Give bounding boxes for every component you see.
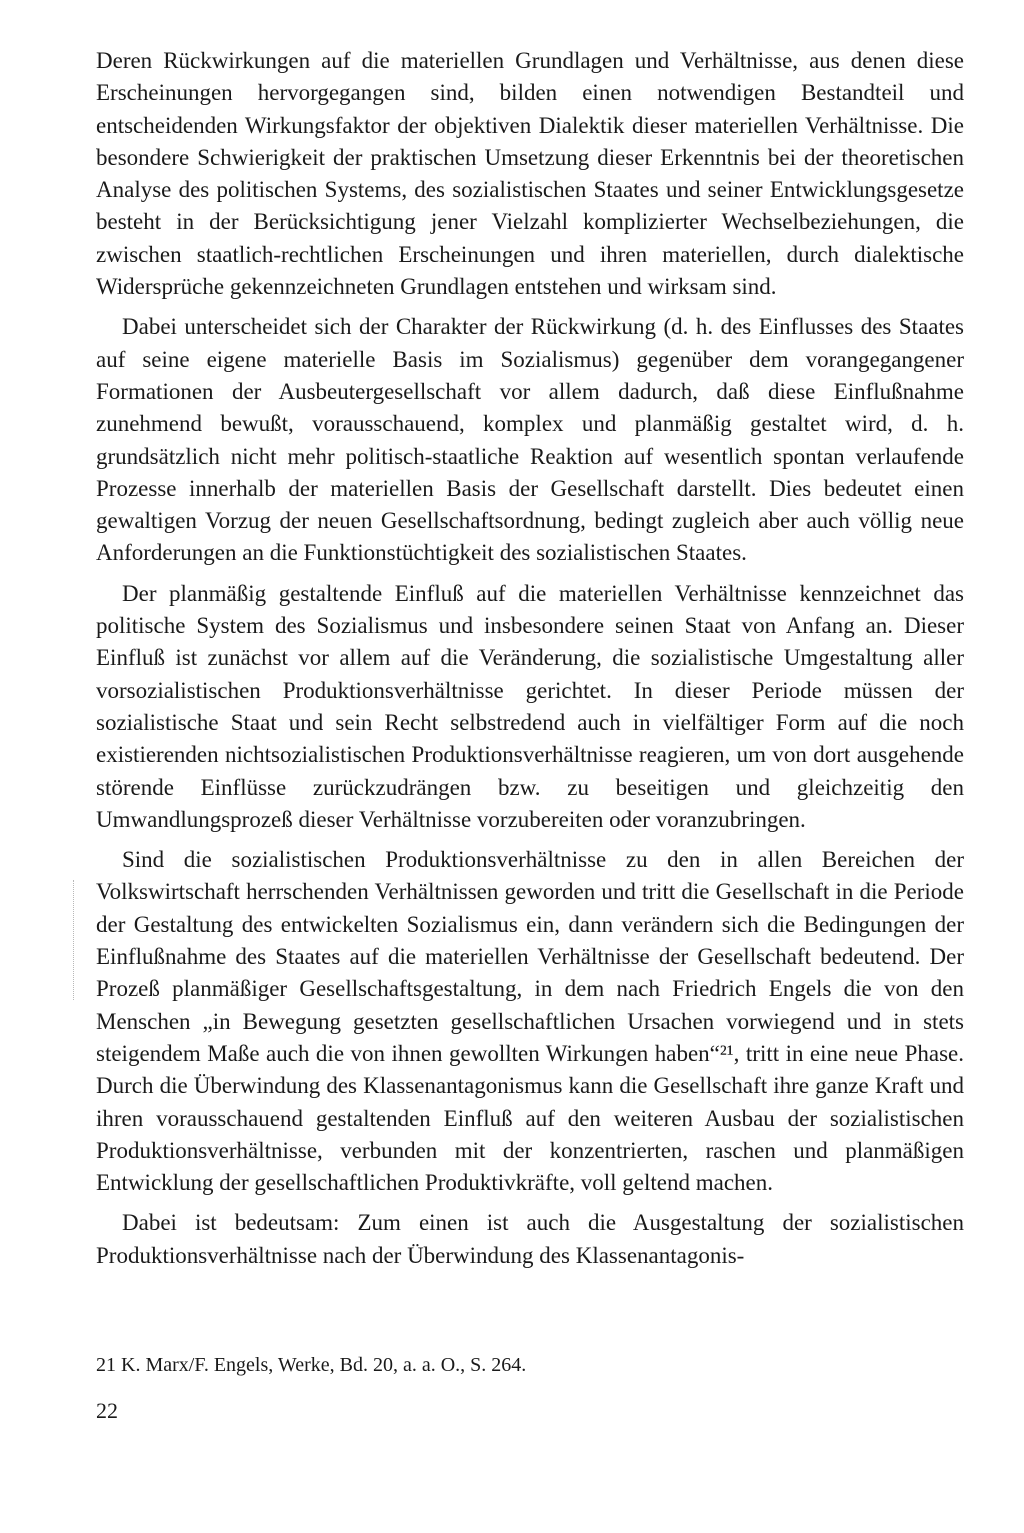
body-text: [96, 45, 964, 1280]
paragraph: Deren Rückwirkungen auf die materiellen Grundlagen und Verhältnisse, aus denen diese Erscheinungen hervorgegangen sind, bilden einen notwendigen Bestandteil und entscheidenden Wirkungsfaktor der objektiven Dialektik dieser materiellen Verhältnisse. Die besondere Schwierigkeit der praktischen Umsetzung dieser Erkenntnis bei der theoretischen Analyse des politischen Systems, des sozialistischen Staates und seiner Entwicklungsgesetze besteht in der Berücksichtigung jener Vielzahl komplizierter Wechselbeziehungen, die zwischen staatlich-rechtlichen Erscheinungen und ihren materiellen, durch dialektische Widersprüche gekennzeichneten Grundlagen entstehen und wirksam sind.: [96, 48, 964, 300]
paragraph: Der planmäßig gestaltende Einfluß auf die materiellen Verhältnisse kennzeichnet das politische System des Sozialismus und insbesondere seinen Staat von Anfang an. Dieser Einfluß ist zunächst vor allem auf die Veränderung, die sozialistische Umgestaltung aller vorsozialistischen Produktionsverhältnisse gerichtet. In dieser Periode müssen der sozialistische Staat und sein Recht selbstredend auch in vielfältiger Form auf die noch existierenden nichtsozialistischen Produktionsverhältnisse reagieren, um von dort ausgehende störende Einflüsse zurückzudrängen bzw. zu beseitigen und gleichzeitig den Umwandlungsprozeß dieser Verhältnisse vorzubereiten oder voranzubringen.: [96, 580, 964, 832]
paragraph: Dabei ist bedeutsam: Zum einen ist auch die Ausgestaltung der sozialistischen Produktionsverhältnisse nach der Überwindung des Klassenantagonis-: [96, 1210, 964, 1268]
margin-mark: [73, 880, 75, 1000]
paragraph: Dabei unterscheidet sich der Charakter der Rückwirkung (d. h. des Einflusses des Staates auf seine eigene materielle Basis im Sozialismus) gegenüber dem vorangegangener Formationen der Ausbeutergesellschaft vor allem dadurch, daß diese Einflußnahme zunehmend bewußt, vorausschauend, komplex und planmäßig gestaltet wird, d. h. grundsätzlich nicht mehr politisch-staatliche Reaktion auf wesentlich spontan verlaufende Prozesse innerhalb der materiellen Basis der Gesellschaft darstellt. Dies bedeutet einen gewaltigen Vorzug der neuen Gesellschaftsordnung, bedingt zugleich aber auch völlig neue Anforderungen an die Funktionstüchtigkeit des sozialistischen Staates.: [96, 314, 964, 566]
footnote: 21 K. Marx/F. Engels, Werke, Bd. 20, a. a. O., S. 264.: [96, 1354, 527, 1376]
paragraph: Sind die sozialistischen Produktionsverhältnisse zu den in allen Bereichen der Volkswirtschaft herrschenden Verhältnissen geworden und tritt die Gesellschaft in die Periode der Gestaltung des entwickelten Sozialismus ein, dann verändern sich die Bedingungen der Einflußnahme des Staates auf die materiellen Verhältnisse der Gesellschaft bedeutend. Der Prozeß planmäßiger Gesellschaftsgestaltung, in dem nach Friedrich Engels die von den Menschen „in Bewegung gesetzten gesellschaftlichen Ursachen vorwiegend und in stets steigendem Maße auch die von ihnen gewollten Wirkungen haben“²¹, tritt in eine neue Phase. Durch die Überwindung des Klassenantagonismus kann die Gesellschaft ihre ganze Kraft und ihren vorausschauend gestaltenden Einfluß auf den weiteren Ausbau der sozialistischen Produktionsverhältnisse, verbunden mit der konzentrierten, raschen und planmäßigen Entwicklung der gesellschaftlichen Produktivkräfte, voll geltend machen.: [96, 847, 964, 1196]
page-number: 22: [96, 1398, 118, 1423]
